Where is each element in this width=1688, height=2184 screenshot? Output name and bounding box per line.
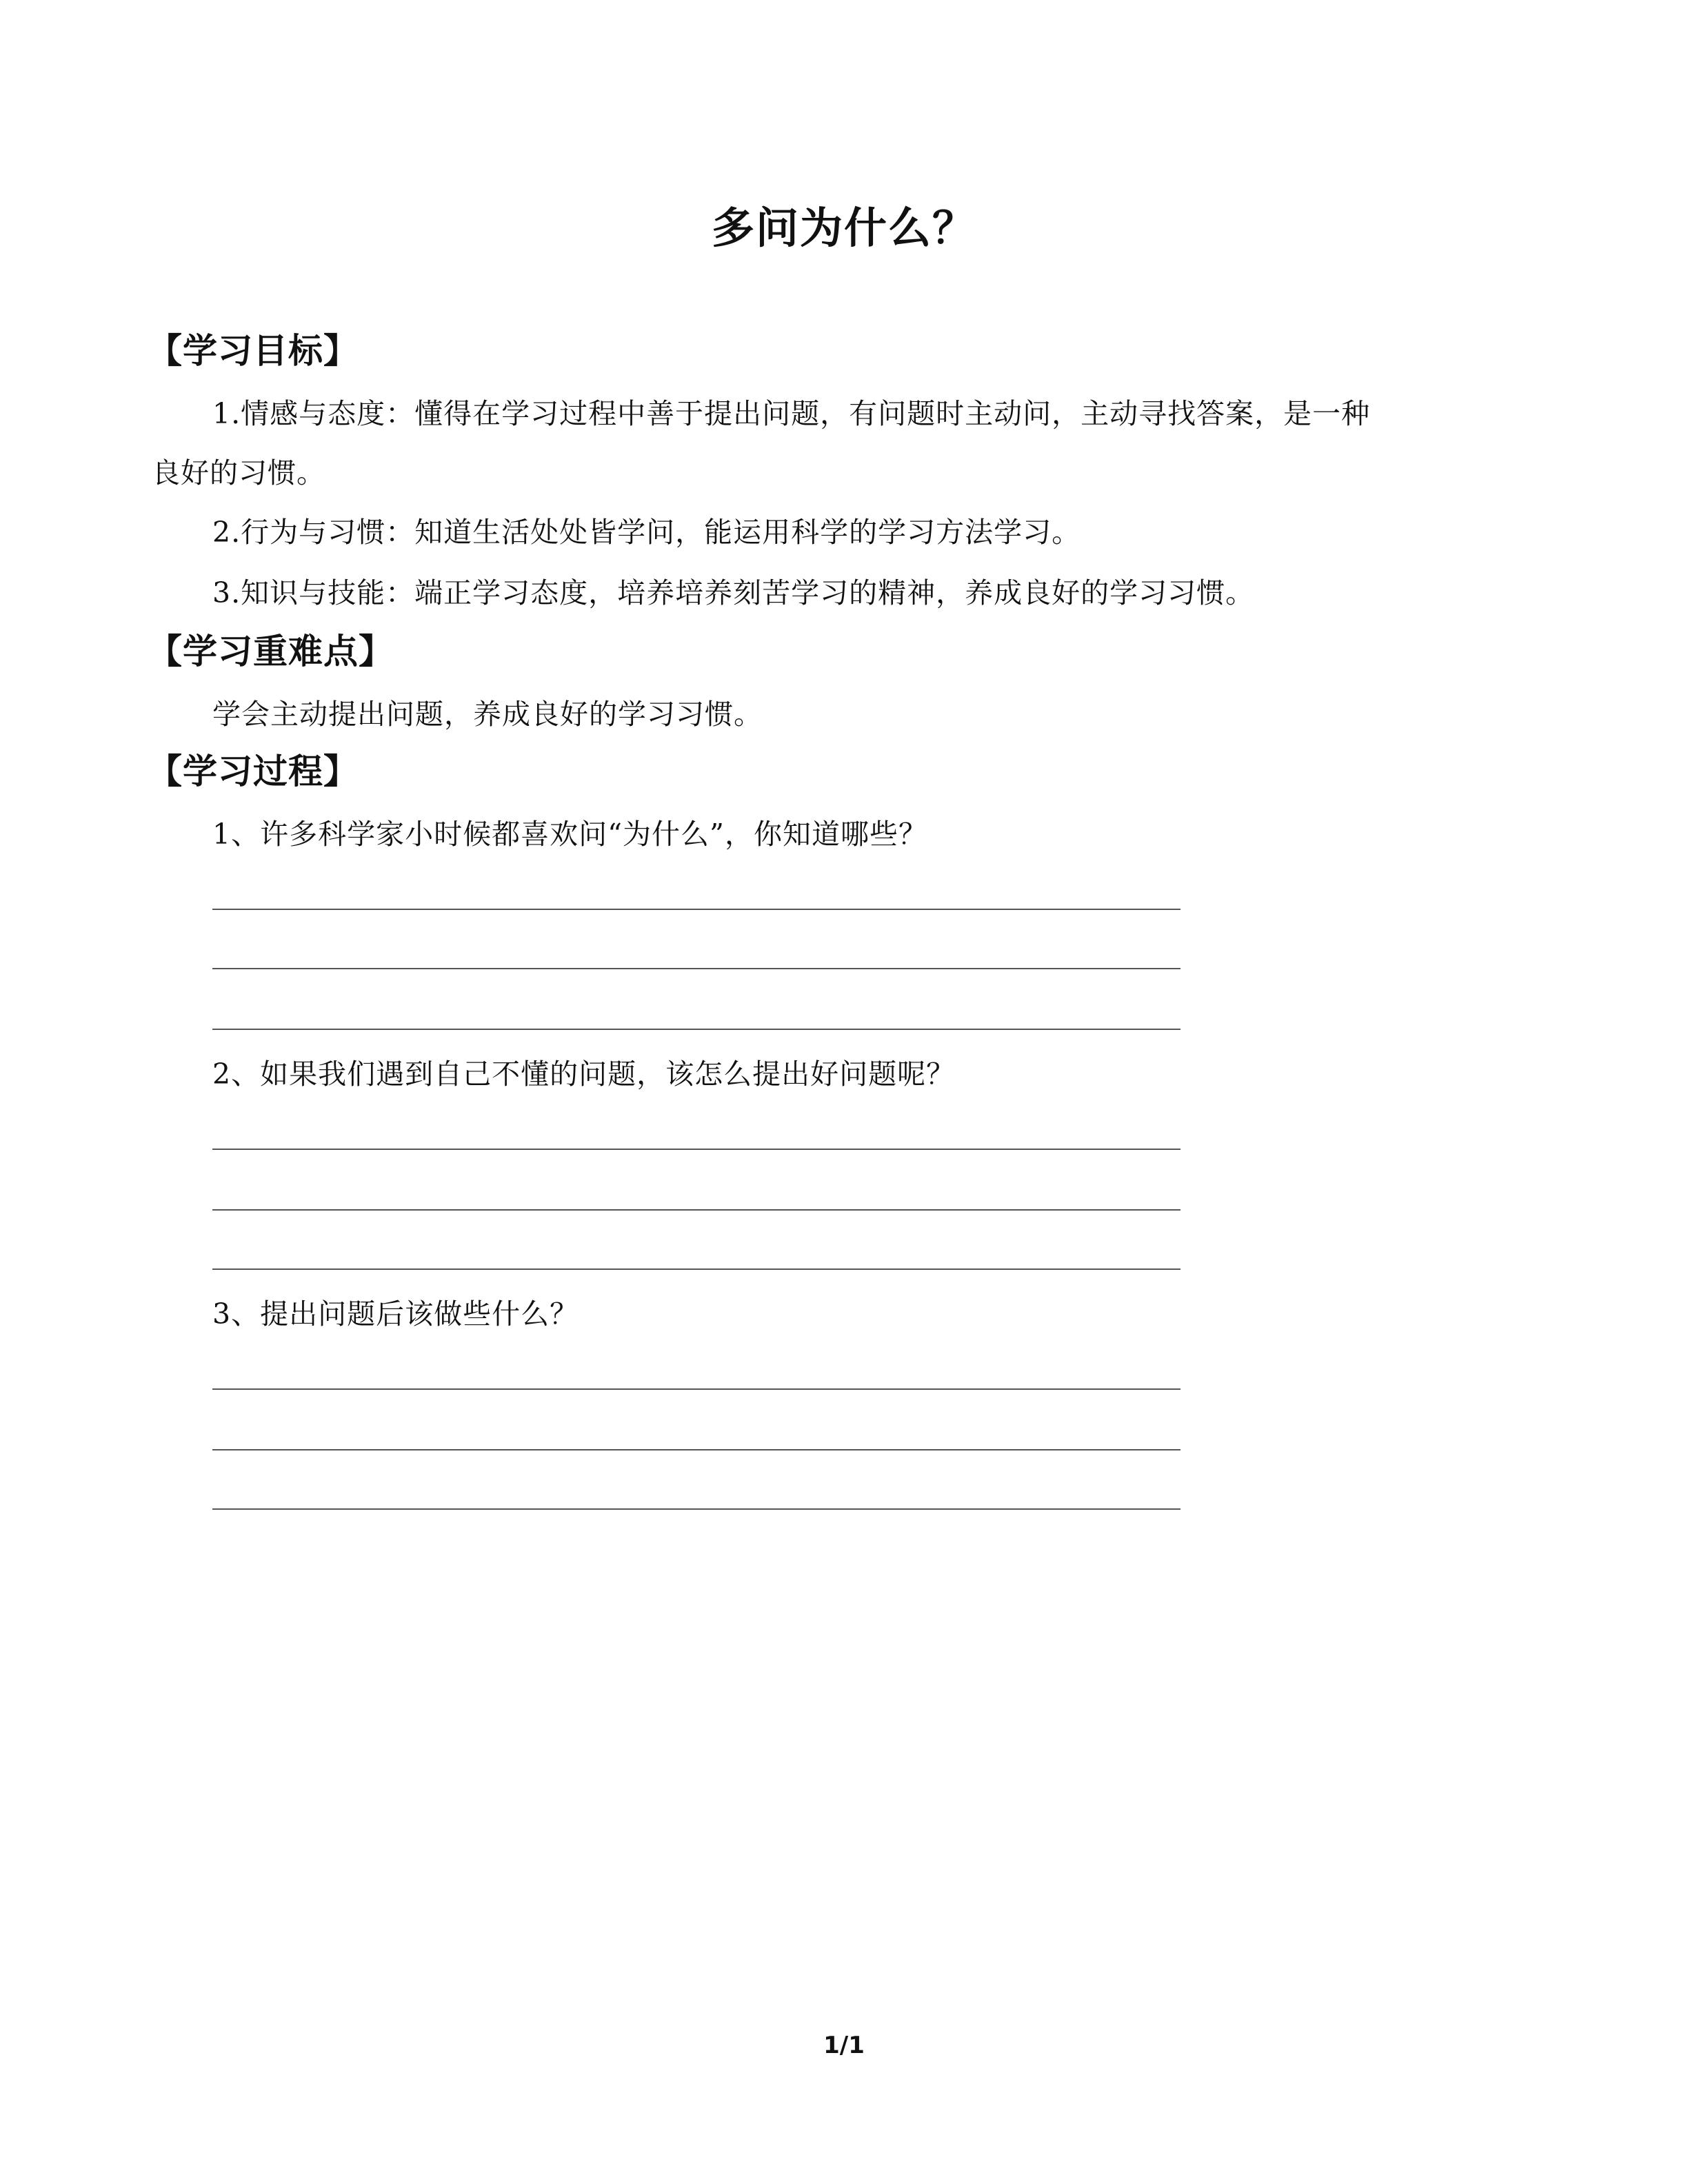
objectives-heading: 【学习目标】	[148, 331, 359, 371]
objective-item-2: 2.行为与习惯：知道生活处处皆学问，能运用科学的学习方法学习。	[212, 516, 1081, 549]
page-title: 多问为什么？	[711, 203, 976, 253]
key-points-text: 学会主动提出问题，养成良好的学习习惯。	[212, 698, 763, 731]
question-3: 3、提出问题后该做些什么？	[212, 1297, 579, 1331]
answer-line-2-1[interactable]	[212, 1149, 1180, 1150]
key-points-heading: 【学习重难点】	[148, 631, 394, 671]
answer-line-3-2[interactable]	[212, 1449, 1180, 1450]
question-2: 2、如果我们遇到自己不懂的问题，该怎么提出好问题呢？	[212, 1058, 956, 1091]
answer-line-2-2[interactable]	[212, 1209, 1180, 1211]
answer-line-2-3[interactable]	[212, 1268, 1180, 1270]
answer-line-1-2[interactable]	[212, 968, 1180, 969]
objective-item-1-line-2: 良好的习惯。	[152, 456, 325, 489]
answer-line-3-3[interactable]	[212, 1508, 1180, 1510]
objective-item-1-line-1: 1.情感与态度：懂得在学习过程中善于提出问题，有问题时主动问，主动寻找答案，是一种	[212, 397, 1371, 430]
answer-line-3-1[interactable]	[212, 1388, 1180, 1390]
answer-line-1-1[interactable]	[212, 909, 1180, 910]
objective-item-3: 3.知识与技能：端正学习态度，培养培养刻苦学习的精神，养成良好的学习习惯。	[212, 576, 1255, 609]
page-number: 1/1	[823, 2032, 865, 2059]
answer-line-1-3[interactable]	[212, 1029, 1180, 1030]
process-heading: 【学习过程】	[148, 751, 359, 791]
question-1: 1、许多科学家小时候都喜欢问“为什么”，你知道哪些？	[212, 818, 928, 851]
